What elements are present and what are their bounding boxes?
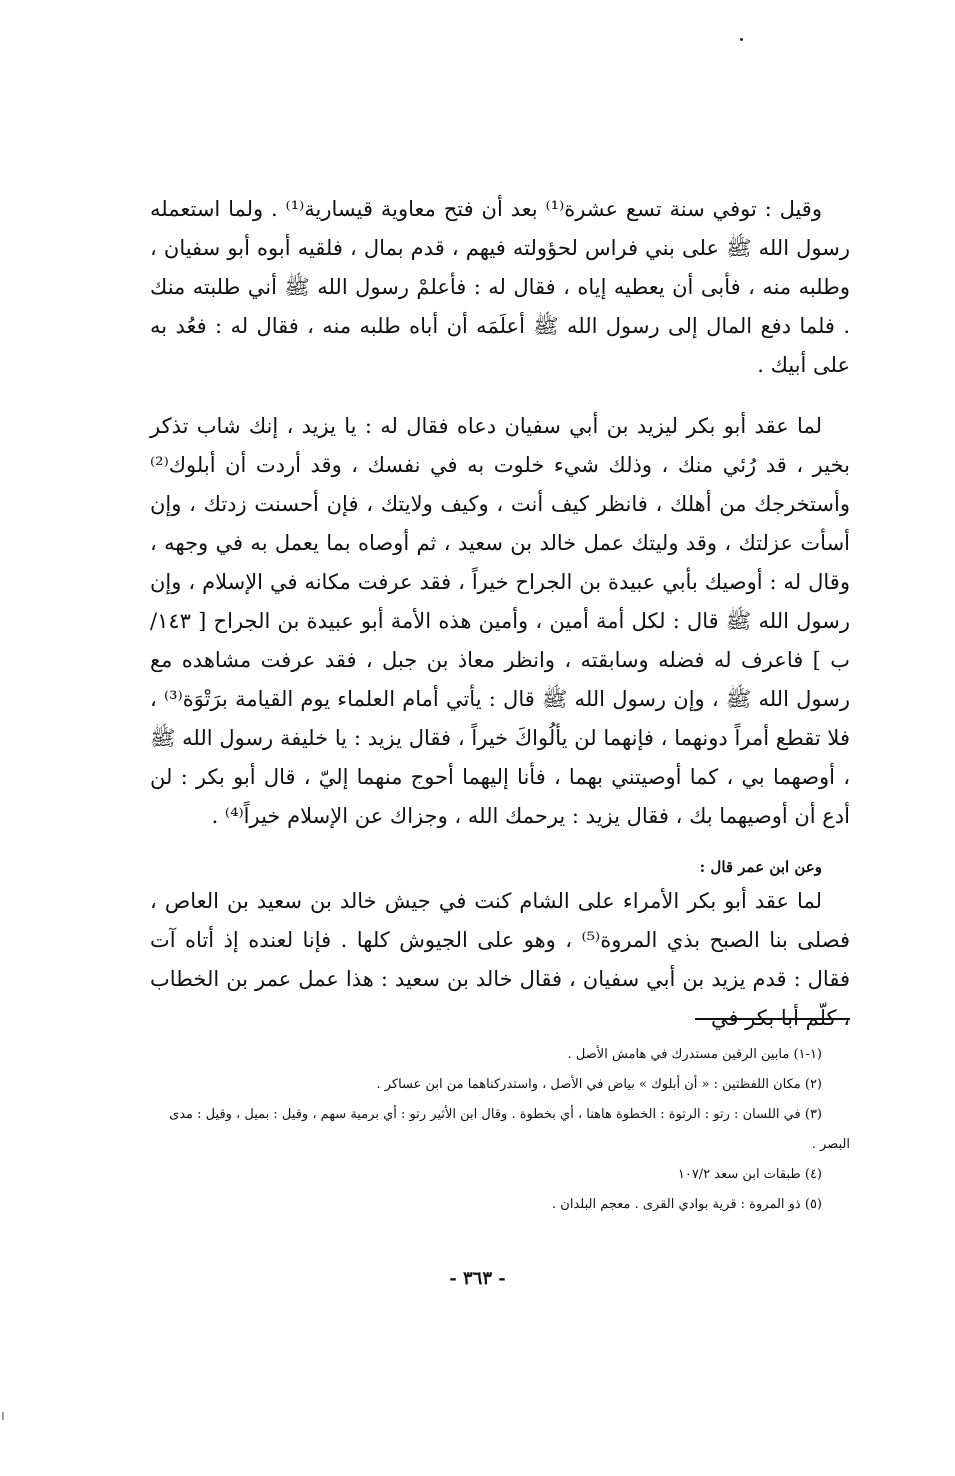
main-text (150, 190, 850, 1038)
footnote-2: (٢) مكان اللفظتين : « أن أبلوك » بياض في الأصل ، واستدركناهما من ابن عساكر . (376, 1077, 822, 1092)
paragraph-3: لما عقد أبو بكر الأمراء على الشام كنت في جيش خالد بن سعيد بن العاص ، فصلى بنا الصبح بذي المروة⁽⁵⁾ ، وهو على الجيوش كلها . فإنا لعنده إذ أتاه آت فقال : قدم يزيد بن أبي سفيان ، فقال خالد بن سعيد : هذا عمل عمر بن الخطاب ، كلّم أبا بكر في (150, 889, 851, 1030)
page-number: - ٣٦٣ - (449, 1268, 506, 1289)
scan-edge-mark (2, 1412, 4, 1420)
section-heading: وعن ابن عمر قال : (699, 858, 822, 876)
footnote-4: (٤) طبقات ابن سعد ١٠٧/٢ (677, 1167, 822, 1182)
footnote-3: (٣) في اللسان : رتو : الرتوة : الخطوة هاهنا ، أي بخطوة . وقال ابن الأثير رتو : أي برمية سهم ، وقيل : بميل ، وقيل : مدى البصر . (169, 1107, 850, 1152)
footnote-divider (695, 1018, 850, 1020)
footnote-5: (٥) ذو المروة : قرية بوادي القرى . معجم البلدان . (552, 1197, 822, 1212)
footnote-1: (١-١) مابين الرقين مستدرك في هامش الأصل . (567, 1047, 822, 1062)
scan-speck (740, 38, 743, 41)
footnotes (150, 1040, 850, 1220)
paragraph-1: وقيل : توفي سنة تسع عشرة⁽¹⁾ بعد أن فتح معاوية قيسارية⁽¹⁾ . ولما استعمله رسول الله ﷺ على بني فراس لحؤولته فيهم ، قدم بمال ، فلقيه أبوه أبو سفيان ، وطلبه منه ، فأبى أن يعطيه إياه ، فقال له : فأعلمْ رسول الله ﷺ أني طلبته منك . فلما دفع المال إلى رسول الله ﷺ أعلَمَه أن أباه طلبه منه ، فقال له : فعُد به على أبيك . (150, 197, 850, 377)
paragraph-2: لما عقد أبو بكر ليزيد بن أبي سفيان دعاه فقال له : يا يزيد ، إنك شاب تذكر بخير ، قد رُئي منك ، وذلك شيء خلوت به في نفسك ، وقد أردت أن أبلوك⁽²⁾ وأستخرجك من أهلك ، فانظر كيف أنت ، وكيف ولايتك ، فإن أحسنت زدتك ، وإن أسأت عزلتك ، وقد وليتك عمل خالد بن سعيد ، ثم أوصاه بما يعمل به في وجهه ، وقال له : أوصيك بأبي عبيدة بن الجراح خيراً ، فقد عرفت مكانه في الإسلام ، وإن رسول الله ﷺ قال : لكل أمة أمين ، وأمين هذه الأمة أبو عبيدة بن الجراح [ ١٤٣/ب ] فاعرف له فضله وسابقته ، وانظر معاذ بن جبل ، فقد عرفت مشاهده مع رسول الله ﷺ ، وإن رسول الله ﷺ قال : يأتي أمام العلماء يوم القيامة برَتْوَة⁽³⁾ ، فلا تقطع أمراً دونهما ، فإنهما لن يألُواكَ خيراً ، فقال يزيد : يا خليفة رسول الله ﷺ ، أوصهما بي ، كما أوصيتني بهما ، فأنا إليهما أحوج منهما إليّ ، قال أبو بكر : لن أدع أن أوصيهما بك ، فقال يزيد : يرحمك الله ، وجزاك عن الإسلام خيراً⁽⁴⁾ . (150, 414, 850, 828)
